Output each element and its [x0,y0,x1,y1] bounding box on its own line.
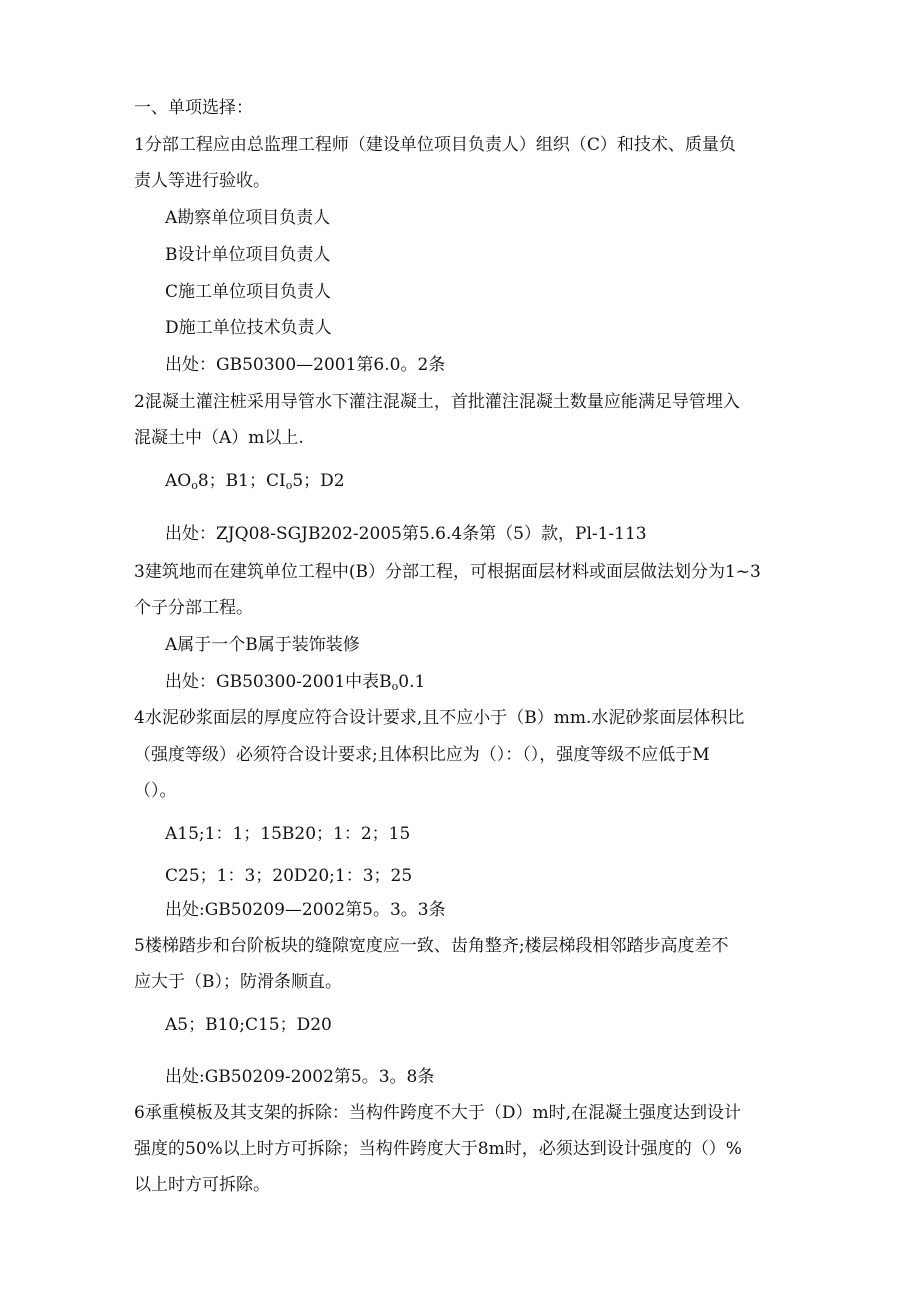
question-5-text-line-2: 应大于（B）；防滑条顺直。 [134,972,342,992]
question-6-text-line-1: 6承重模板及其支架的拆除：当构件跨度不大于（D）m时,在混凝土强度达到设计 [134,1103,741,1123]
question-3-text-line-2: 个子分部工程。 [134,598,253,618]
question-5-text-line-1: 5楼梯踏步和台阶板块的缝隙宽度应一致、齿角整齐;楼层梯段相邻踏步高度差不 [134,936,729,956]
question-2-options-subscript-1: o [191,479,198,492]
question-2-source: 出处：ZJQ08-SGJB202-2005第5.6.4条第（5）款，Pl-1-113 [165,524,647,544]
question-3-text-line-1: 3建筑地而在建筑单位工程中(B）分部工程，可根据面层材料或面层做法划分为1~3 [134,562,761,582]
question-4-text-line-3: （）。 [134,781,177,801]
question-4-options-a-b: A15;1：1；15B20；1：2；15 [165,824,411,844]
question-2-options [165,471,345,491]
question-2-options-part-2: 8；B1；CI [197,471,286,491]
question-4-text-line-1: 4水泥砂浆面层的厚度应符合设计要求,且不应小于（B）mm.水泥砂浆面层体积比 [134,708,745,728]
question-6-text-line-3: 以上时方可拆除。 [134,1175,270,1195]
question-2-options-part-1: AO [165,471,192,491]
question-2-options-part-3: 5；D2 [292,471,345,491]
section-heading: 一、单项选择： [134,98,253,118]
question-2-options-subscript-2: o [285,479,293,492]
question-6-text-line-2: 强度的50%以上时方可拆除；当构件跨度大于8m时，必须达到设计强度的（）% [134,1139,742,1159]
question-3-source-subscript: o [391,680,399,693]
question-1-source: 出处：GB50300—2001第6.0。2条 [165,355,446,375]
question-4-text-line-2: （强度等级）必须符合设计要求;且体积比应为（）：（），强度等级不应低于M [134,745,710,765]
question-3-source [165,672,425,692]
question-3-options: A属于一个B属于装饰装修 [165,635,360,655]
question-1-option-a: A勘察单位项目负责人 [165,208,331,228]
question-1-option-b: B设计单位项目负责人 [165,245,331,265]
question-4-options-c-d: C25；1：3；20D20;1：3；25 [165,866,413,886]
question-4-source: 出处:GB50209—2002第5。3。3条 [165,900,446,920]
question-1-option-c: C施工单位项目负责人 [165,282,332,302]
question-2-text-line-2: 混凝土中（A）m以上. [134,428,304,448]
question-3-source-part-2: 0.1 [398,672,426,692]
question-1-text-line-2: 责人等进行验收。 [134,171,270,191]
question-3-source-part-1: 出处：GB50300-2001中表B [165,672,392,692]
question-1-option-d: D施工单位技术负责人 [165,318,332,338]
question-2-text-line-1: 2混凝土灌注桩采用导管水下灌注混凝土，首批灌注混凝土数量应能满足导管埋入 [134,392,740,412]
question-1-text-line-1: 1分部工程应由总监理工程师（建设单位项目负责人）组织（C）和技术、质量负 [134,135,736,155]
question-5-source: 出处:GB50209-2002第5。3。8条 [165,1067,435,1087]
question-5-options: A5；B10;C15；D20 [165,1015,332,1035]
